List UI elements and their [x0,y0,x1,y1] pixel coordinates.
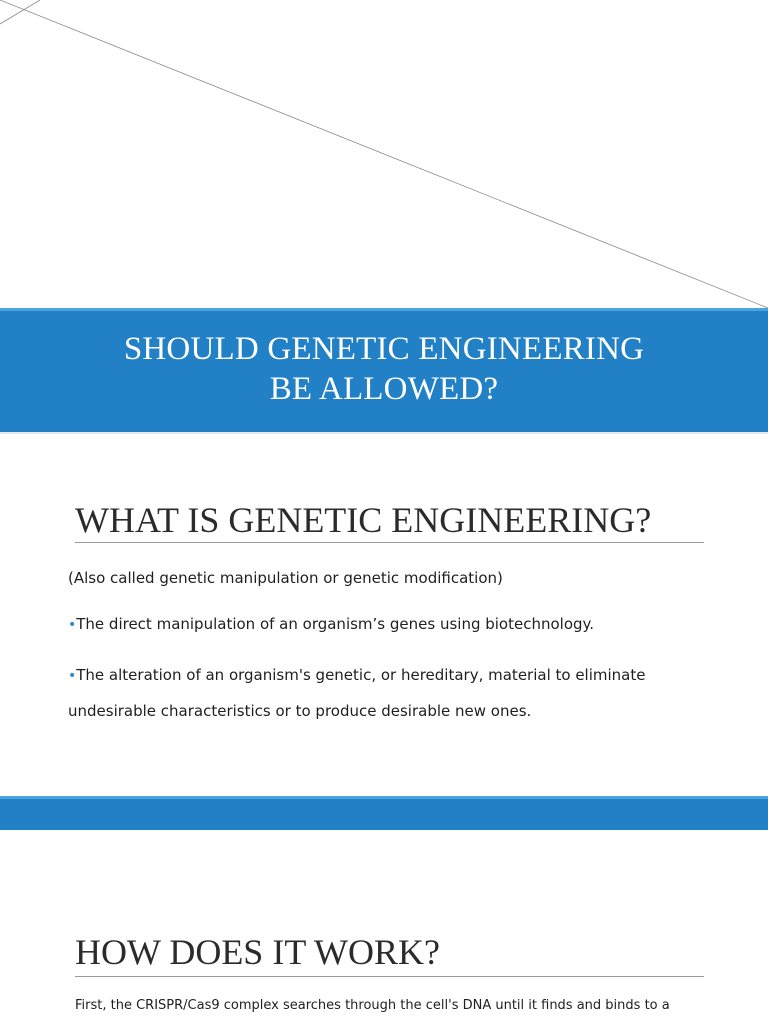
bullet-text: The alteration of an organism's genetic, or hereditary, material to eliminate undesirable characteristics or to produce desirable new ones. [68,666,646,720]
how-it-works-slide [0,866,768,1024]
body-paragraph: First, the CRISPR/Cas9 complex searches through the cell's DNA until it finds and binds to a [75,998,670,1013]
slide-footer-bar [0,796,768,830]
bullet-item [68,614,708,635]
slide-title-line-2: BE ALLOWED? [269,371,499,407]
heading-underline [75,976,704,977]
heading-underline [75,542,704,543]
slide-title [40,329,728,409]
bullet-icon: • [68,668,77,684]
bullet-item [68,658,708,729]
bullet-text: The direct manipulation of an organism’s genes using biotechnology. [76,615,595,633]
slide-spacer [0,830,768,866]
bullet-icon: • [68,617,77,633]
title-band [0,308,768,432]
definition-slide [0,434,768,830]
slide-title-line-1: SHOULD GENETIC ENGINEERING [123,331,645,367]
title-slide [0,0,768,432]
slide-heading: WHAT IS GENETIC ENGINEERING? [75,500,652,540]
slide-heading: HOW DOES IT WORK? [75,932,440,972]
intro-paragraph: (Also called genetic manipulation or genetic modification) [68,569,503,587]
diagonal-line-decoration [0,0,768,310]
